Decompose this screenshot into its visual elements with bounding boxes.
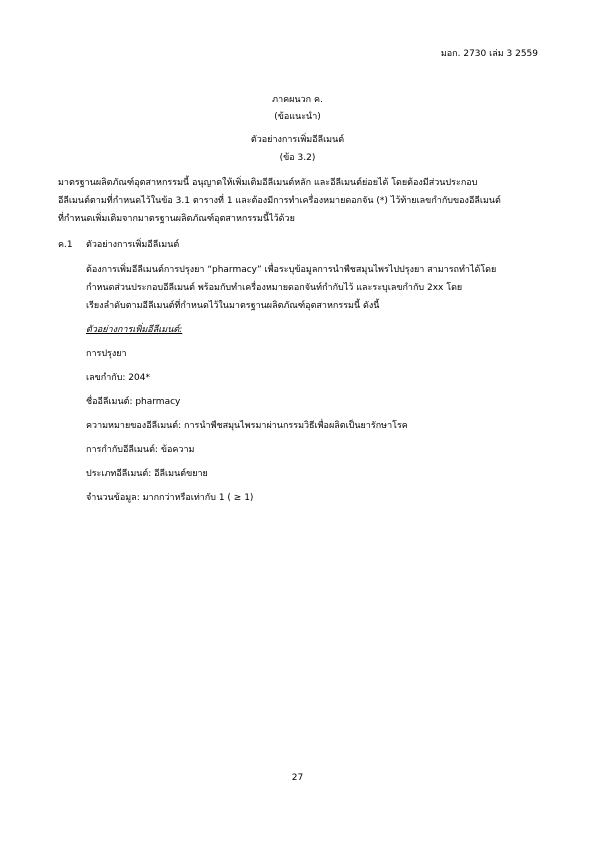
annex-reference: (ข้อ 3.2) (279, 153, 316, 163)
annex-heading: ตัวอย่างการเพิ่มอีลีเมนต์ (250, 135, 345, 145)
example-label: ตัวอย่างการเพิ่มอีลีเมนต์: (86, 325, 183, 335)
standard-reference: มอก. 2730 เล่ม 3 2559 (440, 49, 538, 59)
section-title: ตัวอย่างการเพิ่มอีลีเมนต์ (86, 240, 180, 250)
example-item: จำนวนข้อมูล: มากกว่าหรือเท่ากับ 1 ( ≥ 1) (86, 493, 254, 503)
section-body-line-2: กำหนดส่วนประกอบอีลีเมนต์ พร้อมกับทำเครื่องหมายดอกจันท์กำกับไว้ และระบุเลขกำกับ 2xx โดย (86, 283, 463, 293)
intro-line-3: ที่กำหนดเพิ่มเติมจากมาตรฐานผลิตภัณฑ์อุตสาหกรรมนี้ไว้ด้วย (58, 214, 295, 224)
annex-title: ภาคผนวก ค. (272, 95, 323, 105)
intro-line-1: มาตรฐานผลิตภัณฑ์อุตสาหกรรมนี้ อนุญาตให้เพิ่มเติมอีลีเมนต์หลัก และอีลีเมนต์ย่อยได้ โดยต้องมีส่วนประกอบ (58, 178, 478, 188)
section-body-line-3: เรียงลำดับตามอีลีเมนต์ที่กำหนดไว้ในมาตรฐานผลิตภัณฑ์อุตสาหกรรมนี้ ดังนี้ (86, 301, 380, 311)
example-item: ชื่ออีลีเมนต์: pharmacy (86, 397, 181, 407)
intro-line-2: อีลีเมนต์ตามที่กำหนดไว้ในข้อ 3.1 ตารางที่ 1 และต้องมีการทำเครื่องหมายดอกจัน (*) ไว้ท้ายเลขกำกับของอีลีเมนต์ (58, 196, 501, 206)
example-item: ประเภทอีลีเมนต์: อีลีเมนต์ขยาย (86, 469, 208, 479)
example-item: การกำกับอีลีเมนต์: ข้อความ (86, 445, 195, 455)
annex-subtitle: (ข้อแนะนำ) (274, 112, 321, 122)
section-body-line-1: ต้องการเพิ่มอีลีเมนต์การปรุงยา “pharmacy” เพื่อระบุข้อมูลการนำพืชสมุนไพรไปปรุงยา สามารถทำได้โดย (86, 265, 497, 275)
example-item: การปรุงยา (86, 349, 127, 359)
example-item: ความหมายของอีลีเมนต์: การนำพืชสมุนไพรมาผ่านกรรมวิธีเพื่อผลิตเป็นยารักษาโรค (86, 421, 408, 431)
example-item: เลขกำกับ: 204* (86, 373, 150, 383)
section-number: ค.1 (58, 240, 73, 250)
page-number: 27 (291, 773, 304, 783)
